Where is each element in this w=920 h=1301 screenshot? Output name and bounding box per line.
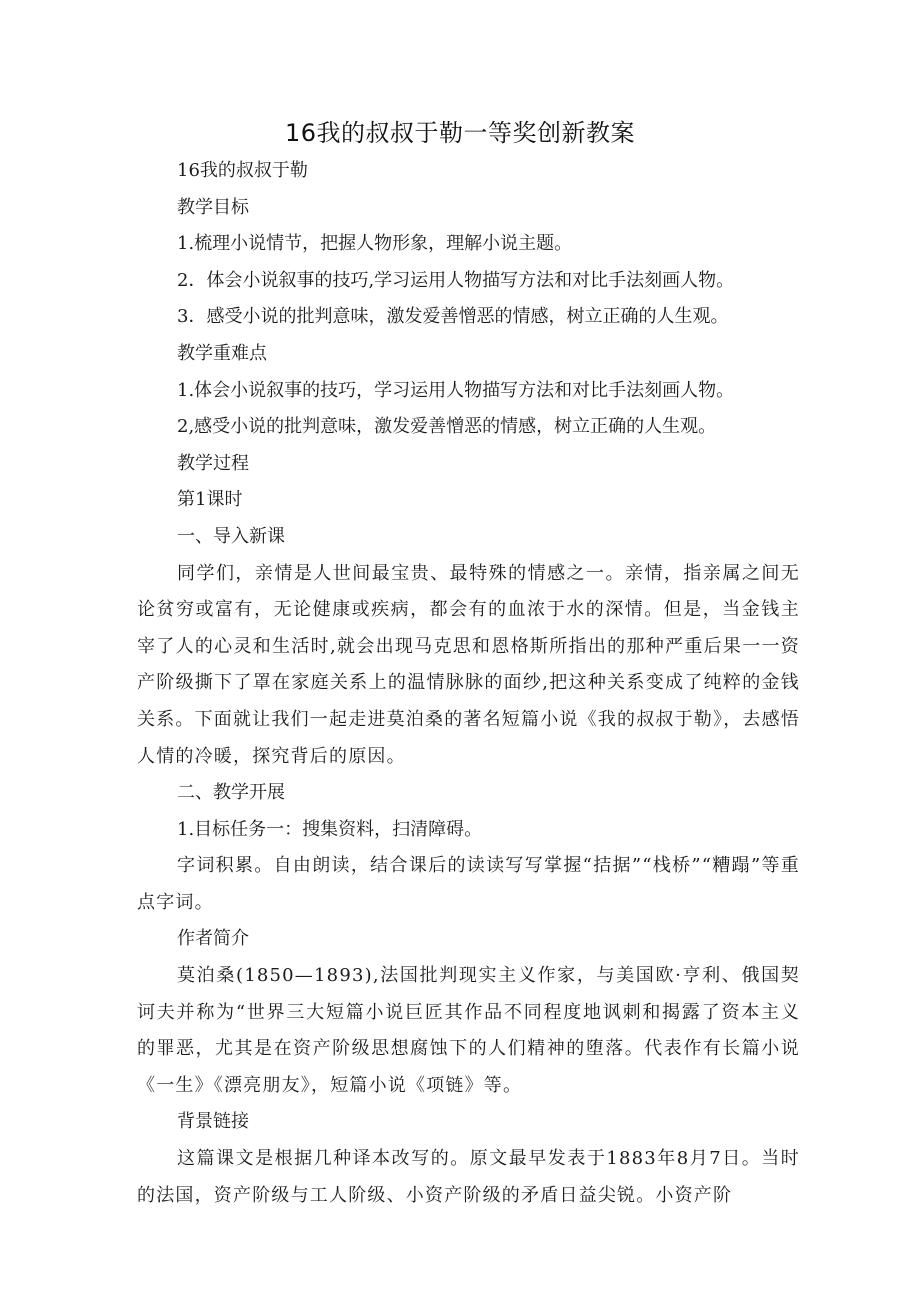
section-heading-objectives: 教学目标 [177,196,249,218]
objective-item: 1.梳理小说情节，把握人物形象，理解小说主题。 [177,233,573,255]
key-point-item: 2,感受小说的批判意味，激发爱善憎恶的情感，树立正确的人生观。 [177,416,717,438]
document-title: 16我的叔叔于勒一等奖创新教案 [284,119,636,147]
section-heading-key-points: 教学重难点 [177,342,267,364]
author-paragraph: 莫泊桑(1850—1893),法国批判现实主义作家，与美国欧·亨利、俄国契诃夫并称为“世界三大短篇小说巨匠其作品不同程度地讽刺和揭露了资本主义的罪恶，尤其是在资产阶级思想腐蚀下的人们精神的堕落。代表作有长篇小说《一生》《漂亮朋友》，短篇小说《项链》等。 [137,965,800,1096]
lesson-heading: 16我的叔叔于勒 [177,160,308,181]
section-heading-background: 背景链接 [177,1111,249,1133]
lesson-period: 第1课时 [177,489,243,511]
task-item: 1.目标任务一：搜集资料，扫清障碍。 [177,818,483,840]
section-heading-intro: 一、导入新课 [177,525,285,547]
objective-item: 2．体会小说叙事的技巧,学习运用人物描写方法和对比手法刻画人物。 [177,269,735,291]
section-heading-development: 二、教学开展 [177,782,285,804]
section-heading-author: 作者简介 [177,928,249,950]
vocab-paragraph: 字词积累。自由朗读，结合课后的读读写写掌握“拮据”“栈桥”“糟蹋”等重点字词。 [137,855,800,913]
background-paragraph: 这篇课文是根据几种译本改写的。原文最早发表于1883年8月7日。当时的法国，资产阶级与工人阶级、小资产阶级的矛盾日益尖锐。小资产阶 [137,1148,800,1206]
intro-paragraph: 同学们，亲情是人世间最宝贵、最特殊的情感之一。亲情，指亲属之间无论贫穷或富有，无论健康或疾病，都会有的血浓于水的深情。但是，当金钱主宰了人的心灵和生活时,就会出现马克思和恩格斯所指出的那种严重后果一一资产阶级撕下了罩在家庭关系上的温情脉脉的面纱,把这种关系变成了纯粹的金钱关系。下面就让我们一起走进莫泊桑的著名短篇小说《我的叔叔于勒》，去感悟人情的冷暖，探究背后的原因。 [137,562,800,767]
section-heading-process: 教学过程 [177,452,249,474]
document-body [137,153,800,1214]
objective-item: 3．感受小说的批判意味，激发爱善憎恶的情感，树立正确的人生观。 [177,306,729,328]
key-point-item: 1.体会小说叙事的技巧，学习运用人物描写方法和对比手法刻画人物。 [177,379,735,401]
